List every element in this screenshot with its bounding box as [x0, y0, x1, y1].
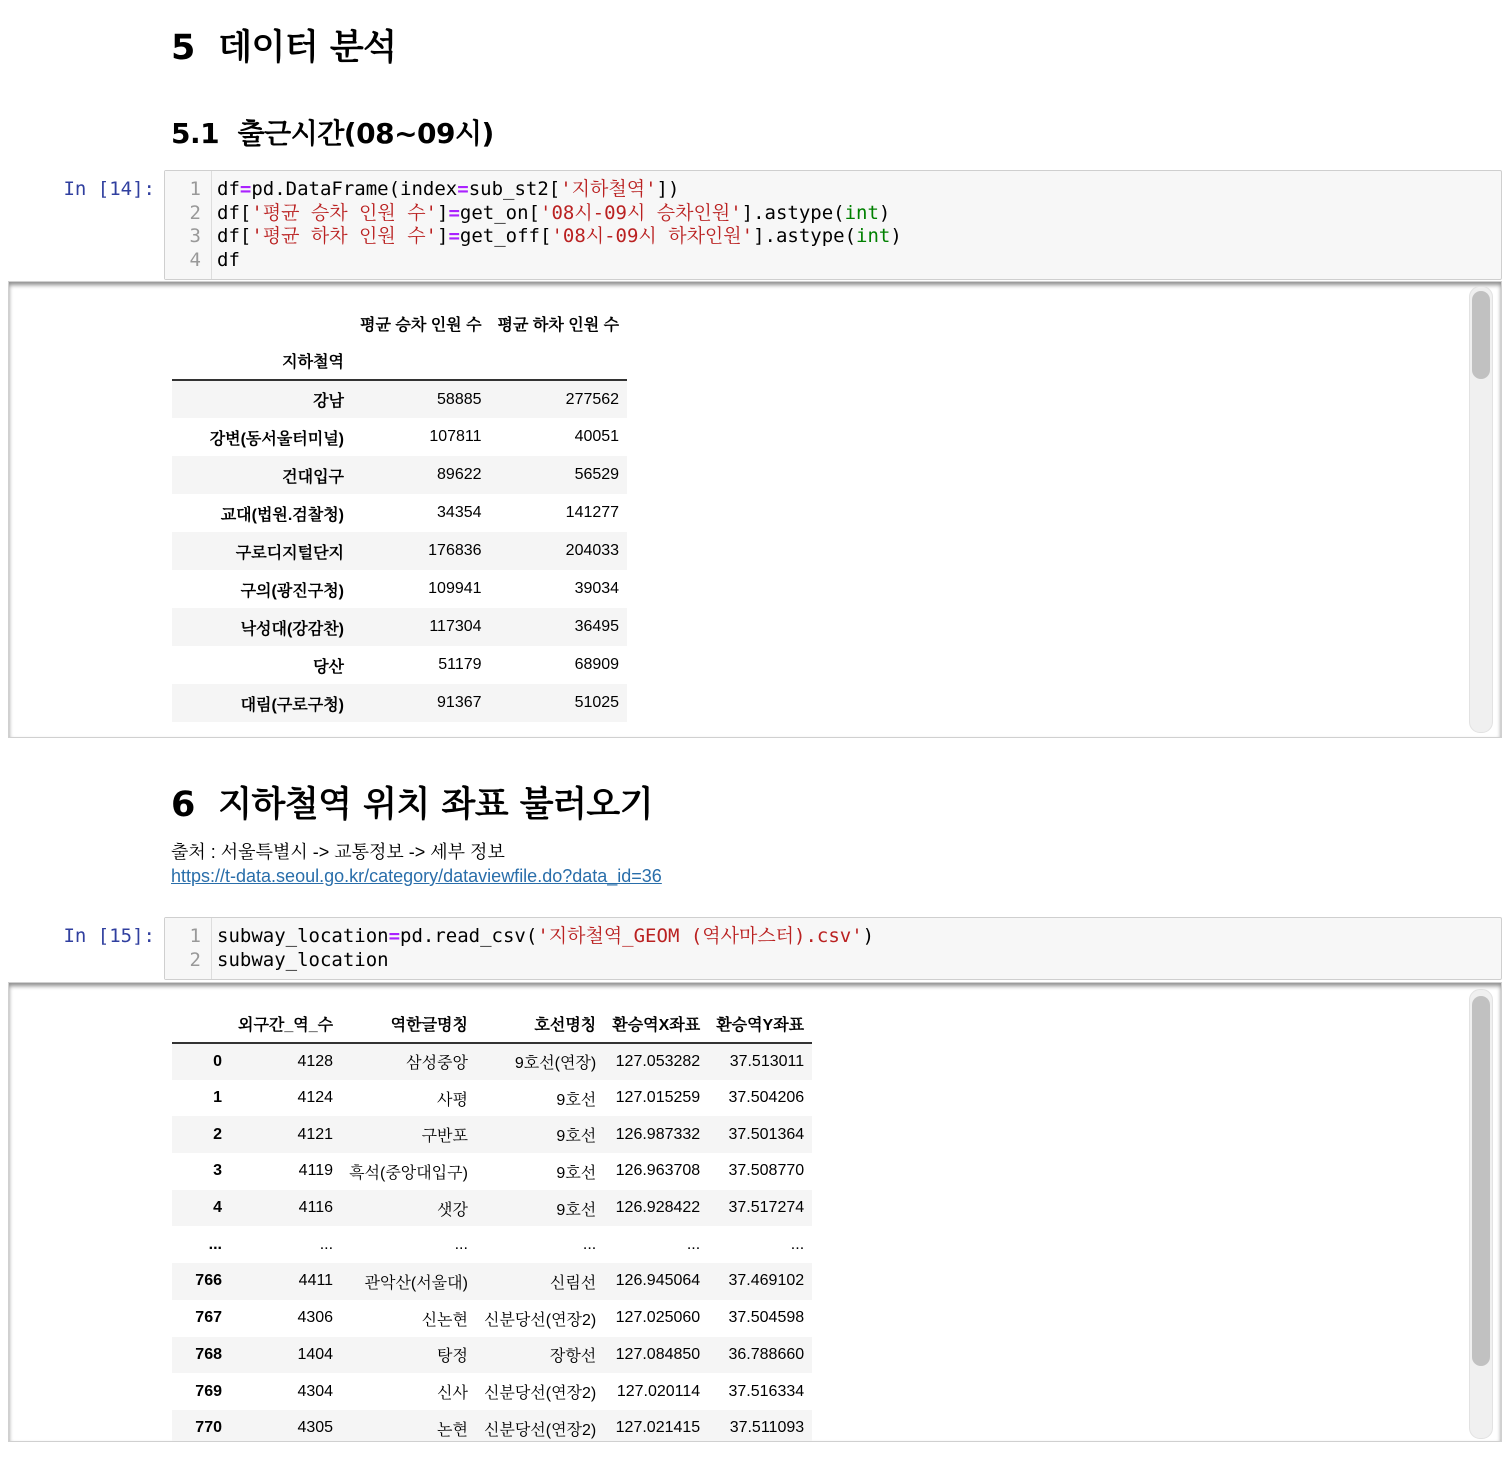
table-row: [172, 532, 627, 570]
table-cell: 37.513011: [729, 1052, 805, 1070]
column-header: 호선명칭: [534, 1017, 597, 1034]
table-cell: 37.504206: [728, 1089, 805, 1107]
column-header: 평균 하차 인원 수: [497, 316, 620, 334]
column-header: 역한글명칭: [390, 1017, 468, 1034]
code-token: ): [862, 925, 875, 947]
code-line: [217, 249, 902, 273]
table-cell: 127.015259: [615, 1089, 701, 1107]
table-cell: 127.021415: [615, 1419, 701, 1437]
table-cell: 141277: [565, 504, 620, 521]
table-row: [172, 1190, 812, 1227]
code-token: '지하철역_GEOM (역사마스터).csv': [537, 925, 863, 947]
header-row: [172, 304, 627, 342]
table-cell: 37.469102: [728, 1272, 805, 1290]
table-cell: 4116: [298, 1199, 334, 1217]
code-token: int: [844, 201, 879, 224]
table-cell: 107811: [429, 428, 482, 445]
line-number: 2: [189, 201, 201, 224]
section-5-heading: [171, 20, 396, 70]
row-index: 769: [195, 1382, 222, 1400]
table-cell: 127.025060: [615, 1309, 701, 1327]
code-line: [217, 202, 902, 226]
dataframe-table: [172, 304, 627, 722]
code-token: =: [239, 178, 252, 200]
table-cell: 34354: [437, 504, 482, 521]
input-prompt: In [15]:: [63, 925, 155, 947]
code-token: df: [217, 178, 240, 200]
table-row: [172, 1263, 812, 1300]
table-row: [172, 1080, 812, 1117]
table-cell: 68909: [574, 656, 620, 673]
scrollbar-thumb[interactable]: [1472, 291, 1490, 379]
corner-cell: [172, 1005, 230, 1043]
table-cell: 126.928422: [615, 1199, 701, 1217]
section-number: 5: [171, 28, 195, 68]
table-cell: 사평: [437, 1091, 468, 1109]
column-header: 환승역Y좌표: [716, 1017, 805, 1034]
table-cell: 39034: [574, 580, 620, 597]
table-cell: 신분당선(연장2): [483, 1421, 597, 1439]
code-token: =: [457, 178, 469, 200]
table-cell: 51179: [438, 656, 482, 673]
table-cell: 신사: [437, 1385, 468, 1403]
row-index: 교대(법원.검찰청): [220, 506, 344, 524]
code-token: pd.read_csv(: [400, 925, 538, 947]
code-token: subway_location: [217, 925, 389, 947]
table-cell: 흑석(중앙대입구): [349, 1164, 468, 1182]
section-number: 5.1: [171, 117, 220, 150]
table-cell: 37.511093: [729, 1419, 805, 1437]
table-cell: 1404: [297, 1345, 334, 1363]
column-header: 외구간_역_수: [238, 1017, 334, 1034]
table-cell: 176836: [428, 542, 482, 559]
table-cell: 4128: [297, 1052, 334, 1070]
code-token: '평균 승차 인원 수': [251, 201, 438, 224]
table-cell: 신분당선(연장2): [483, 1385, 597, 1403]
line-number: 1: [189, 178, 201, 200]
table-cell: 127.084850: [615, 1345, 701, 1363]
table-row: [172, 1116, 812, 1153]
row-index: 낙성대(강감찬): [240, 620, 344, 638]
table-cell: 117304: [429, 618, 482, 635]
table-row: [172, 1410, 812, 1442]
code-token: ]: [437, 225, 449, 247]
table-cell: 40051: [574, 428, 620, 445]
scrollbar-thumb[interactable]: [1472, 996, 1490, 1366]
code-token: subway_location: [217, 948, 389, 971]
table-cell: 89622: [437, 466, 482, 483]
table-cell: 4124: [297, 1089, 334, 1107]
line-number: 1: [189, 925, 201, 947]
table-cell: 4304: [297, 1382, 334, 1400]
table-cell: 36.788660: [728, 1345, 805, 1363]
index-name: 지하철역: [282, 354, 344, 371]
row-index: 3: [213, 1162, 222, 1180]
table-cell: 37.516334: [728, 1382, 805, 1400]
table-cell: 126.945064: [615, 1272, 701, 1290]
line-number-gutter: [165, 918, 212, 979]
table-cell: 샛강: [437, 1201, 468, 1219]
table-cell: 논현: [437, 1421, 468, 1439]
source-link[interactable]: https://t-data.seoul.go.kr/category/dataviewfile.do?data_id=36: [171, 866, 662, 886]
vertical-scrollbar[interactable]: [1469, 286, 1493, 733]
column-header: 평균 승차 인원 수: [360, 316, 482, 334]
table-row: [172, 418, 627, 456]
code-token: '08시-09시 하차인원': [551, 225, 754, 247]
row-index: 대림(구로구청): [240, 696, 344, 714]
source-text: 출처 : 서울특별시 -> 교통정보 -> 세부 정보: [171, 842, 505, 862]
table-row: [172, 608, 627, 646]
row-index: 0: [213, 1052, 222, 1070]
code-token: =: [448, 225, 460, 247]
row-index: 2: [213, 1125, 222, 1143]
section-title: 지하철역 위치 좌표 불러오기: [218, 785, 654, 825]
table-cell: 58885: [437, 390, 482, 408]
row-index: 강변(동서울터미널): [209, 430, 344, 448]
code-token: df[: [217, 225, 252, 247]
code-editor[interactable]: [217, 178, 902, 272]
table-cell: 56529: [574, 466, 620, 483]
column-header: 환승역X좌표: [612, 1017, 701, 1034]
row-index: 1: [213, 1089, 222, 1107]
table-cell: 126.963708: [615, 1162, 701, 1180]
table-cell: 36495: [574, 618, 620, 635]
section-5-1-heading: [171, 112, 494, 152]
row-index: 강남: [313, 393, 344, 410]
code-line: [217, 225, 902, 249]
table-cell: 4305: [297, 1419, 334, 1437]
line-number: 4: [189, 248, 201, 271]
row-index: 구로디지털단지: [235, 544, 344, 562]
table-cell: 신논현: [421, 1311, 468, 1329]
dataframe-table: [172, 1005, 812, 1442]
table-cell: 관악산(서울대): [364, 1274, 468, 1292]
table-cell: 9호선(연장): [514, 1055, 597, 1073]
table-row: [172, 1337, 812, 1374]
code-editor[interactable]: [217, 925, 874, 972]
code-token: =: [388, 925, 401, 947]
table-cell: 9호선: [556, 1164, 597, 1182]
table-cell: ...: [454, 1235, 468, 1253]
code-token: ): [878, 201, 891, 224]
table-cell: 구반포: [421, 1128, 468, 1146]
code-token: '평균 하차 인원 수': [251, 225, 438, 247]
code-token: ].astype(: [753, 225, 857, 247]
table-cell: 삼성중앙: [406, 1055, 468, 1073]
table-cell: 신분당선(연장2): [483, 1311, 597, 1329]
table-row: [172, 456, 627, 494]
empty-cell: [352, 342, 490, 380]
code-token: ].astype(: [741, 201, 845, 224]
code-cell-15[interactable]: [164, 917, 1502, 980]
table-cell: 37.504598: [728, 1309, 805, 1327]
code-token: '08시-09시 승차인원': [540, 201, 742, 224]
dataframe-14: [172, 304, 627, 722]
row-index: 766: [195, 1272, 222, 1290]
code-token: int: [856, 225, 891, 247]
section-6-heading: [171, 777, 653, 827]
table-cell: ...: [582, 1235, 597, 1253]
table-cell: 탕정: [437, 1348, 468, 1366]
row-index: ...: [208, 1235, 222, 1253]
code-token: '지하철역': [560, 178, 657, 200]
table-row: [172, 1153, 812, 1190]
table-cell: 127.020114: [616, 1382, 701, 1400]
row-index: 767: [195, 1309, 222, 1327]
table-row: [172, 1226, 812, 1263]
code-token: get_off[: [459, 225, 552, 247]
row-index: 770: [195, 1419, 222, 1437]
input-prompt: In [14]:: [63, 178, 155, 200]
code-line: [217, 925, 874, 949]
table-cell: 277562: [565, 390, 620, 408]
table-cell: ...: [790, 1235, 805, 1253]
table-cell: 51025: [574, 694, 620, 711]
code-token: =: [448, 201, 460, 224]
table-cell: 109941: [428, 580, 482, 597]
table-cell: 신림선: [549, 1274, 597, 1292]
code-token: ]): [656, 178, 680, 200]
code-token: df: [217, 248, 240, 271]
table-row: [172, 1300, 812, 1337]
empty-cell: [490, 342, 628, 380]
table-cell: 4119: [298, 1162, 334, 1180]
table-row: [172, 684, 627, 722]
line-number: 2: [189, 948, 201, 971]
table-row: [172, 380, 627, 418]
code-token: sub_st2[: [468, 178, 561, 200]
table-cell: 37.517274: [728, 1199, 805, 1217]
code-line: [217, 949, 874, 973]
table-cell: 37.508770: [728, 1162, 805, 1180]
table-cell: ...: [686, 1235, 701, 1253]
row-index: 768: [195, 1345, 222, 1363]
vertical-scrollbar[interactable]: [1469, 989, 1493, 1439]
dataframe-15: [172, 1005, 812, 1442]
table-cell: 9호선: [556, 1201, 597, 1219]
table-cell: 9호선: [556, 1128, 597, 1146]
table-cell: 37.501364: [728, 1125, 805, 1143]
row-index: 4: [213, 1199, 222, 1217]
table-row: [172, 494, 627, 532]
table-cell: 4121: [297, 1125, 334, 1143]
code-line: [217, 178, 902, 202]
row-index: 당산: [313, 658, 344, 676]
code-cell-14[interactable]: [164, 170, 1502, 280]
code-token: pd.DataFrame(index: [251, 178, 458, 200]
output-area-14[interactable]: [8, 281, 1502, 738]
section-number: 6: [171, 785, 195, 825]
section-title: 출근시간(08~09시): [237, 117, 494, 150]
table-cell: 91367: [437, 694, 482, 711]
corner-cell: [172, 304, 352, 342]
table-row: [172, 570, 627, 608]
line-number: 3: [189, 225, 201, 247]
table-cell: 4411: [298, 1272, 334, 1290]
table-cell: 126.987332: [615, 1125, 701, 1143]
output-area-15[interactable]: [8, 982, 1502, 1442]
table-cell: 204033: [565, 542, 620, 559]
code-token: ): [890, 225, 902, 247]
table-cell: 127.053282: [615, 1052, 701, 1070]
code-token: df[: [217, 201, 252, 224]
row-index: 구의(광진구청): [240, 582, 344, 600]
table-row: [172, 1373, 812, 1410]
table-row: [172, 646, 627, 684]
table-cell: 4306: [297, 1309, 334, 1327]
table-cell: 9호선: [556, 1091, 597, 1109]
row-index: 건대입구: [282, 468, 344, 486]
code-token: get_on[: [459, 201, 540, 224]
code-token: ]: [437, 201, 449, 224]
index-name-row: [172, 342, 627, 380]
header-row: [172, 1005, 812, 1043]
table-row: [172, 1043, 812, 1080]
table-cell: ...: [319, 1235, 334, 1253]
section-title: 데이터 분석: [218, 28, 397, 68]
line-number-gutter: [165, 171, 212, 279]
table-cell: 장항선: [549, 1348, 597, 1366]
